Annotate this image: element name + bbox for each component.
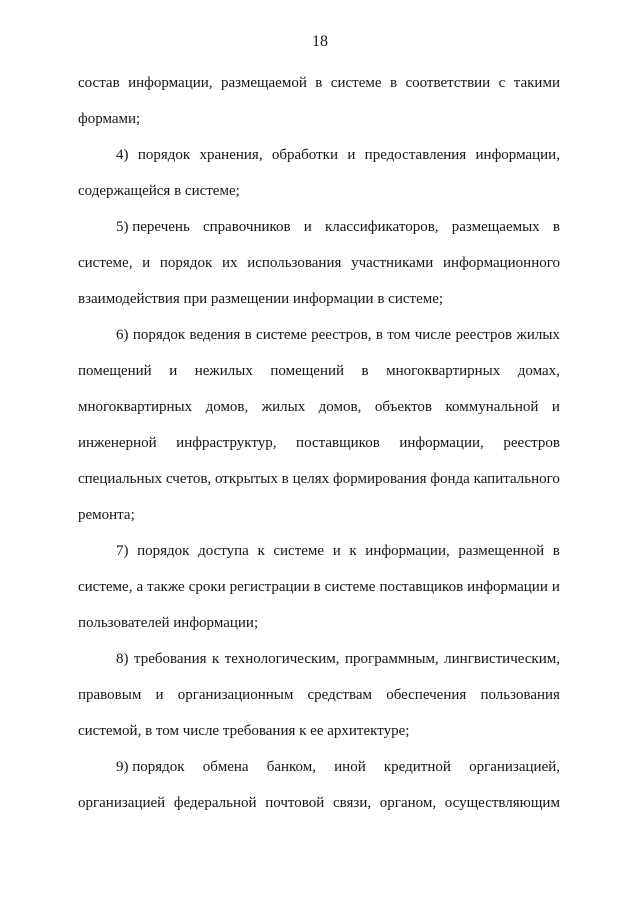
word: 7) <box>116 543 129 559</box>
word: в <box>552 543 560 559</box>
word: нежилых <box>194 363 253 379</box>
word: иной <box>334 759 366 775</box>
word: счетов, <box>165 471 212 487</box>
line-text: формами; <box>78 111 141 127</box>
text-line <box>78 252 560 288</box>
word: и <box>303 219 312 235</box>
word: и <box>551 579 560 595</box>
word: а <box>136 579 144 595</box>
word: обмена <box>202 759 249 775</box>
word: домов, <box>318 399 362 415</box>
word: поставщиков <box>379 579 464 595</box>
text-line <box>78 144 560 180</box>
word: капитального <box>473 471 560 487</box>
word: пользования <box>480 687 560 703</box>
text-line <box>78 684 560 720</box>
word: кредитной <box>383 759 451 775</box>
word: почтовой <box>265 795 325 811</box>
word: помещений <box>270 363 345 379</box>
word: регистрации <box>229 579 310 595</box>
word: в <box>375 327 383 343</box>
word: системе <box>324 579 376 595</box>
word: числе <box>414 327 452 343</box>
word: системе <box>273 543 325 559</box>
word: системе <box>330 75 382 91</box>
word: реестров <box>503 435 560 451</box>
text-line <box>78 324 560 360</box>
word: хранения, <box>199 147 263 163</box>
word: информации, <box>475 147 560 163</box>
word: организационным <box>177 687 294 703</box>
word: технологическим, <box>224 651 340 667</box>
word: размещаемых <box>451 219 540 235</box>
word: инженерной <box>78 435 157 451</box>
word: порядок <box>137 543 190 559</box>
word: размещаемой <box>220 75 307 91</box>
text-line <box>78 504 560 540</box>
word: 5) перечень <box>116 219 190 235</box>
word: программным, <box>345 651 439 667</box>
word: информации, <box>399 435 484 451</box>
word: домах, <box>517 363 560 379</box>
word: использования <box>247 255 342 271</box>
word: с <box>498 75 506 91</box>
word: и <box>142 255 151 271</box>
word: информации <box>467 579 548 595</box>
text-line <box>78 756 560 792</box>
text-line <box>78 108 560 144</box>
line-text: взаимодействия при размещении информации в системе; <box>78 291 444 307</box>
word: и <box>551 399 560 415</box>
word: многоквартирных <box>78 399 193 415</box>
word: объектов <box>374 399 433 415</box>
word: в <box>389 75 398 91</box>
word: справочников <box>202 219 291 235</box>
text-line <box>78 468 560 504</box>
text-line <box>78 432 560 468</box>
word: реестров <box>455 327 513 343</box>
word: в <box>313 579 321 595</box>
word: и <box>169 363 178 379</box>
text-line <box>78 612 560 648</box>
word: системе, <box>78 255 133 271</box>
word: доступа <box>198 543 249 559</box>
word: также <box>147 579 185 595</box>
word: 8) <box>116 651 129 667</box>
word: участниками <box>351 255 434 271</box>
text-line <box>78 540 560 576</box>
text-line <box>78 180 560 216</box>
line-text: содержащейся в системе; <box>78 183 240 199</box>
text-line <box>78 576 560 612</box>
word: обработки <box>271 147 338 163</box>
word: реестров, <box>311 327 372 343</box>
word: лингвистическим, <box>444 651 560 667</box>
text-line <box>78 396 560 432</box>
word: ведения <box>189 327 241 343</box>
word: порядок <box>137 147 191 163</box>
word: системе <box>256 327 307 343</box>
word: жилых <box>516 327 560 343</box>
word: требования <box>133 651 207 667</box>
word: в <box>552 219 560 235</box>
word: такими <box>513 75 560 91</box>
word: порядок <box>159 255 213 271</box>
page-number: 18 <box>312 33 328 50</box>
text-line <box>78 720 560 756</box>
text-line <box>78 72 560 108</box>
word: в <box>281 471 289 487</box>
word: их <box>221 255 238 271</box>
word: 4) <box>116 147 129 163</box>
word: и <box>332 543 341 559</box>
word: и <box>347 147 356 163</box>
word: 9) порядок <box>116 759 185 775</box>
word: инфраструктур, <box>176 435 277 451</box>
word: жилых <box>261 399 306 415</box>
word: к <box>349 543 357 559</box>
word: домов, <box>205 399 249 415</box>
word: и <box>155 687 164 703</box>
word: помещений <box>78 363 152 379</box>
word: к <box>257 543 265 559</box>
word: поставщиков <box>296 435 380 451</box>
word: размещенной <box>458 543 545 559</box>
word: предоставления <box>364 147 467 163</box>
word: в <box>361 363 369 379</box>
word: организацией, <box>469 759 560 775</box>
word: федеральной <box>173 795 257 811</box>
word: к <box>211 651 220 667</box>
word: классификаторов, <box>325 219 439 235</box>
word: информации, <box>365 543 450 559</box>
word: специальных <box>78 471 163 487</box>
line-text: пользователей информации; <box>78 615 259 631</box>
word: открытых <box>215 471 278 487</box>
text-line <box>78 648 560 684</box>
word: органом, <box>379 795 437 811</box>
document-body <box>78 72 560 828</box>
word: связи, <box>332 795 372 811</box>
text-line <box>78 792 560 828</box>
text-line <box>78 360 560 396</box>
word: состав <box>78 75 120 91</box>
line-text: системой, в том числе требования к ее архитектуре; <box>78 723 410 739</box>
word: соответствии <box>405 75 491 91</box>
word: формирования <box>332 471 427 487</box>
word: сроки <box>188 579 226 595</box>
word: информации, <box>128 75 213 91</box>
word: том <box>387 327 411 343</box>
word: 6) <box>116 327 129 343</box>
word: коммунальной <box>445 399 539 415</box>
text-line <box>78 288 560 324</box>
word: информационного <box>443 255 560 271</box>
word: фонда <box>430 471 470 487</box>
word: многоквартирных <box>386 363 501 379</box>
word: обеспечения <box>386 687 467 703</box>
line-text: ремонта; <box>78 507 135 523</box>
text-line <box>78 216 560 252</box>
word: в <box>244 327 252 343</box>
word: правовым <box>78 687 142 703</box>
word: организацией <box>78 795 166 811</box>
word: порядок <box>132 327 186 343</box>
word: системе, <box>78 579 133 595</box>
word: средствам <box>307 687 373 703</box>
word: целях <box>292 471 330 487</box>
word: осуществляющим <box>444 795 560 811</box>
word: в <box>315 75 323 91</box>
word: банком, <box>266 759 317 775</box>
